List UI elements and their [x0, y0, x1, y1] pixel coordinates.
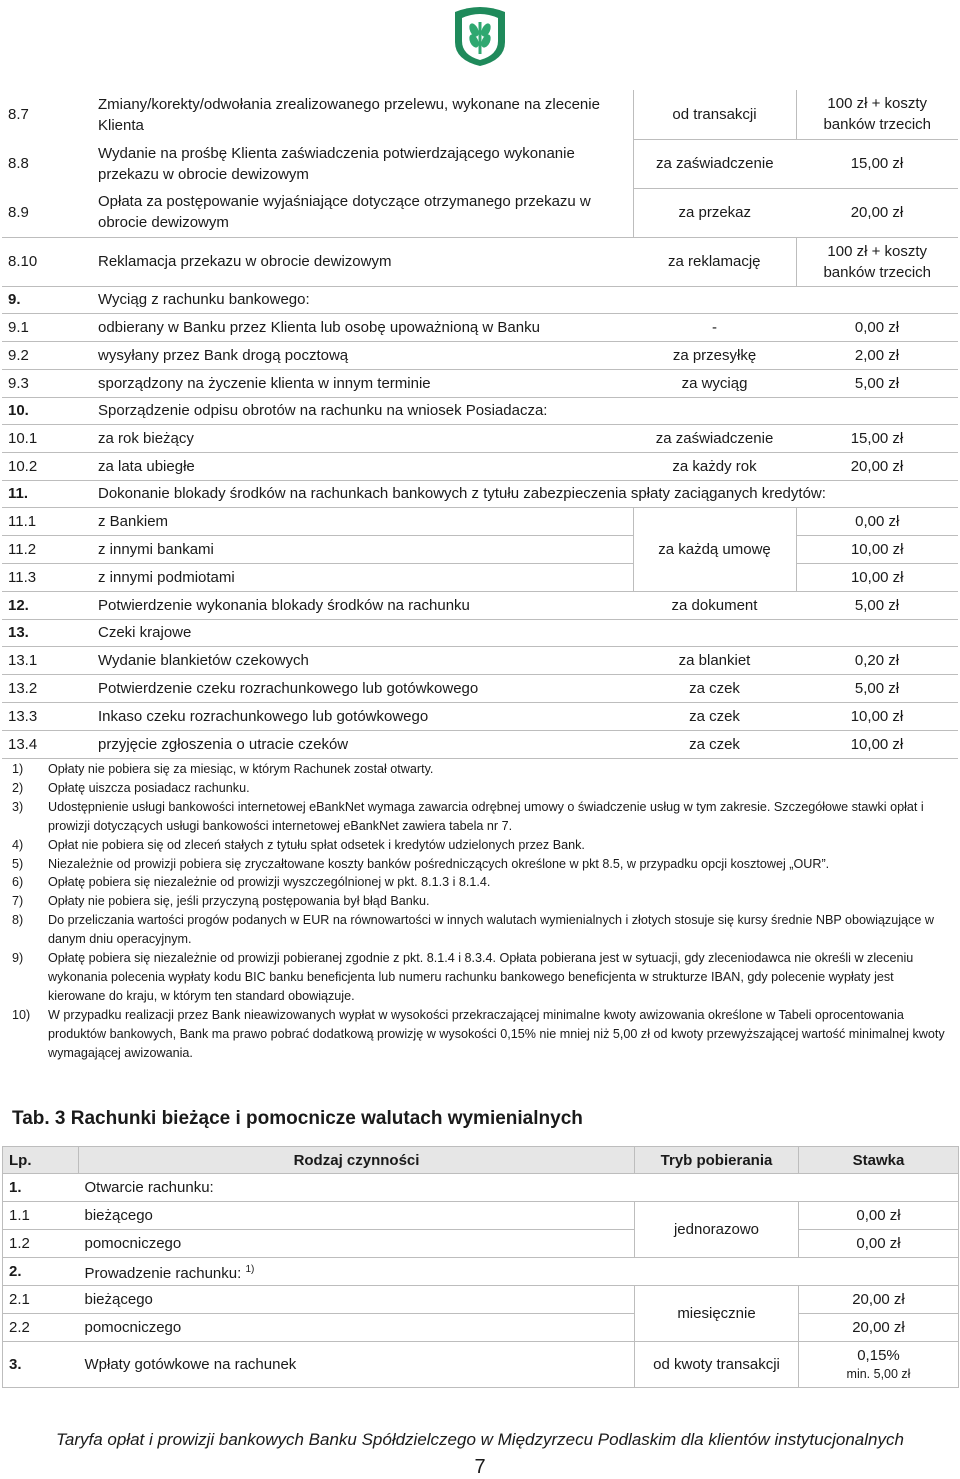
- row-mode: od transakcji: [633, 90, 796, 139]
- row-description: Potwierdzenie czeku rozrachunkowego lub gotówkowego: [92, 674, 633, 702]
- row-number: 9.2: [2, 341, 92, 369]
- row-description: za rok bieżący: [92, 424, 633, 452]
- header-mode: Tryb pobierania: [635, 1147, 799, 1174]
- section-title: Wpłaty gotówkowe na rachunek: [79, 1342, 635, 1388]
- row-number: 1.1: [3, 1202, 79, 1230]
- section-row: [2, 480, 958, 507]
- footnote: [12, 873, 947, 892]
- footnote-text: Opłat nie pobiera się od zleceń stałych z tytułu spłat odsetek i kredytów udzielonych przez Bank.: [48, 837, 585, 852]
- table-row: [2, 313, 958, 341]
- row-rate: 10,00 zł: [796, 702, 958, 730]
- table-row: [2, 535, 958, 563]
- row-description: Wydanie blankietów czekowych: [92, 646, 633, 674]
- footnote-text: Opłatę uiszcza posiadacz rachunku.: [48, 780, 250, 795]
- section-number: 10.: [2, 397, 92, 424]
- header-rate: Stawka: [799, 1147, 959, 1174]
- row-mode: za każdą umowę: [633, 507, 796, 591]
- table-row: [3, 1202, 959, 1230]
- section-number: 11.: [2, 480, 92, 507]
- table-title: Tab. 3 Rachunki bieżące i pomocnicze walutach wymienialnych: [12, 1108, 583, 1129]
- row-number: 8.7: [8, 106, 29, 123]
- row-mode: za zaświadczenie: [633, 424, 796, 452]
- section-row: [3, 1258, 959, 1286]
- footnote: [12, 855, 947, 874]
- footnotes: [12, 760, 947, 1063]
- row-rate: 0,00 zł: [799, 1230, 959, 1258]
- row-rate: 0,00 zł: [796, 313, 958, 341]
- footnote-number: 3): [12, 799, 24, 814]
- row-description: Zmiany/korekty/odwołania zrealizowanego przelewu, wykonane na zlecenie Klienta: [92, 90, 633, 139]
- table-row: [2, 563, 958, 591]
- row-description: pomocniczego: [79, 1230, 635, 1258]
- row-description: Inkaso czeku rozrachunkowego lub gotówkowego: [92, 702, 633, 730]
- section-row: [2, 619, 958, 646]
- row-number: 11.1: [2, 507, 92, 535]
- row-description: bieżącego: [79, 1286, 635, 1314]
- section-row: [2, 591, 958, 619]
- row-rate: 10,00 zł: [796, 563, 958, 591]
- row-rate: 0,15%: [857, 1346, 900, 1364]
- row-mode: za każdy rok: [633, 452, 796, 480]
- bank-logo-icon: [445, 4, 515, 68]
- row-mode: miesięcznie: [635, 1286, 799, 1342]
- row-mode: za przesyłkę: [633, 341, 796, 369]
- footnote: [12, 1006, 947, 1063]
- section-title: Sporządzenie odpisu obrotów na rachunku na wniosek Posiadacza:: [92, 397, 958, 424]
- row-rate: 100 zł + koszty banków trzecich: [796, 90, 958, 139]
- fee-table-3: [2, 1146, 959, 1388]
- table-header-row: [3, 1147, 959, 1174]
- row-number: 10.1: [2, 424, 92, 452]
- row-rate: 20,00 zł: [796, 452, 958, 480]
- section-title: Czeki krajowe: [92, 619, 958, 646]
- section-row: [2, 397, 958, 424]
- footnote: [12, 949, 947, 1006]
- row-rate: 20,00 zł: [799, 1286, 959, 1314]
- section-title: Prowadzenie rachunku:: [84, 1265, 242, 1282]
- row-mode: za zaświadczenie: [633, 139, 796, 188]
- footnote-number: 8): [12, 913, 24, 928]
- row-mode: od kwoty transakcji: [635, 1342, 799, 1388]
- footnote-ref: 1): [245, 1264, 255, 1275]
- section-title: Potwierdzenie wykonania blokady środków na rachunku: [92, 591, 633, 619]
- footnote-text: Opłaty nie pobiera się, jeśli przyczyną postępowania był błąd Banku.: [48, 894, 430, 909]
- row-rate-min: min. 5,00 zł: [846, 1366, 911, 1381]
- table-row: [2, 341, 958, 369]
- footnote-number: 6): [12, 875, 24, 890]
- footnote-number: 1): [12, 762, 24, 776]
- row-description: Reklamacja przekazu w obrocie dewizowym: [92, 237, 633, 286]
- row-number: 11.2: [2, 535, 92, 563]
- row-number: 8.10: [2, 237, 92, 286]
- row-number: 9.3: [2, 369, 92, 397]
- row-mode: -: [633, 313, 796, 341]
- section-row: [3, 1342, 959, 1388]
- row-number: 13.3: [2, 702, 92, 730]
- row-description: z Bankiem: [92, 507, 633, 535]
- section-number: 1.: [3, 1174, 79, 1202]
- page-footer: Taryfa opłat i prowizji bankowych Banku Spółdzielczego w Międzyrzecu Podlaskim dla klientów instytucjonalnych: [56, 1430, 904, 1449]
- row-description: Opłata za postępowanie wyjaśniające dotyczące otrzymanego przekazu w obrocie dewizowym: [92, 188, 633, 237]
- row-number: 10.2: [2, 452, 92, 480]
- footnote-number: 2): [12, 780, 24, 795]
- section-title: Dokonanie blokady środków na rachunkach bankowych z tytułu zabezpieczenia spłaty zaciąganych kredytów:: [92, 480, 958, 507]
- row-description: wysyłany przez Bank drogą pocztową: [92, 341, 633, 369]
- footnote-text: Niezależnie od prowizji pobiera się zryczałtowane koszty banków pośredniczących określone w pkt 8.5, w przypadku opcji kosztowej „OUR”.: [48, 856, 830, 871]
- footnote-text: Opłatę pobiera się niezależnie od prowizji pobieranej zgodnie z pkt. 8.1.4 i 8.3.4. Opłata pobierana jest w sytuacji, gdy zleceniodawca nie określi w zleceniu wykonania polecenia wypłaty kodu BIC banku beneficjenta lub numeru rachunku bankowego beneficjenta w strukturze IBAN, gdy polecenie wypłaty jest kierowane do kraju, w którym ten standard obowiązuje.: [48, 951, 914, 1003]
- table-row: [2, 702, 958, 730]
- row-mode: za reklamację: [633, 237, 796, 286]
- page-number: 7: [474, 1456, 486, 1478]
- row-mode: za czek: [633, 702, 796, 730]
- row-mode: jednorazowo: [635, 1202, 799, 1258]
- section-number: 2.: [3, 1258, 79, 1286]
- row-rate-cell: [799, 1342, 959, 1388]
- table-row: [3, 1314, 959, 1342]
- section-number: 3.: [3, 1342, 79, 1388]
- row-rate: 0,20 zł: [796, 646, 958, 674]
- row-rate: 5,00 zł: [796, 674, 958, 702]
- row-description: odbierany w Banku przez Klienta lub osobę upoważnioną w Banku: [92, 313, 633, 341]
- row-rate: 5,00 zł: [796, 369, 958, 397]
- row-rate: 10,00 zł: [796, 730, 958, 758]
- footnote: [12, 779, 947, 798]
- table-row: [2, 139, 958, 188]
- row-description: bieżącego: [79, 1202, 635, 1230]
- footnote: [12, 760, 947, 779]
- section-row: [3, 1174, 959, 1202]
- row-number: 11.3: [2, 563, 92, 591]
- row-description: z innymi bankami: [92, 535, 633, 563]
- row-number: 2.1: [3, 1286, 79, 1314]
- row-number: 9.1: [2, 313, 92, 341]
- row-number: 1.2: [3, 1230, 79, 1258]
- row-rate: 2,00 zł: [796, 341, 958, 369]
- table-row: [2, 369, 958, 397]
- row-rate: 100 zł + koszty banków trzecich: [796, 237, 958, 286]
- table-row: [2, 507, 958, 535]
- row-number: 8.9: [2, 188, 92, 237]
- section-number: 13.: [2, 619, 92, 646]
- row-rate: 0,00 zł: [799, 1202, 959, 1230]
- table-row: [2, 730, 958, 758]
- table-row: [2, 424, 958, 452]
- row-number: 13.2: [2, 674, 92, 702]
- footnote-number: 5): [12, 856, 24, 871]
- table-row: [2, 188, 958, 237]
- row-rate: 0,00 zł: [796, 507, 958, 535]
- row-description: za lata ubiegłe: [92, 452, 633, 480]
- section-title: Wyciąg z rachunku bankowego:: [92, 286, 958, 313]
- footnote: [12, 836, 947, 855]
- footnote-text: Udostępnienie usługi bankowości internetowej eBankNet wymaga zawarcia odrębnej umowy o świadczenie usług w tym zakresie. Szczegółowe stawki opłat i prowizji dotyczących usługi bankowości internetowej eBankNet zawiera tabela nr 7.: [48, 799, 924, 833]
- row-mode: za wyciąg: [633, 369, 796, 397]
- header-lp: Lp.: [3, 1147, 79, 1174]
- row-number: 13.4: [2, 730, 92, 758]
- section-title-cell: [79, 1258, 959, 1286]
- footnote-text: Do przeliczania wartości progów podanych w EUR na równowartości w innych walutach wymienialnych i złotych stosuje się kursy średnie NBP obowiązujące w danym dniu operacyjnym.: [48, 913, 934, 947]
- row-mode: za dokument: [633, 591, 796, 619]
- table-row: [3, 1286, 959, 1314]
- footnote: [12, 798, 947, 836]
- footnote-number: 9): [12, 951, 24, 966]
- footnote-number: 10): [12, 1007, 31, 1022]
- table-row: [3, 1230, 959, 1258]
- footnote: [12, 911, 947, 949]
- row-rate: 20,00 zł: [796, 188, 958, 237]
- header-description: Rodzaj czynności: [79, 1147, 635, 1174]
- row-mode: za przekaz: [633, 188, 796, 237]
- table-row: [2, 674, 958, 702]
- section-row: [2, 286, 958, 313]
- table-row: [2, 90, 958, 139]
- footnote-text: W przypadku realizacji przez Bank nieawizowanych wypłat w wysokości przekraczającej minimalne kwoty awizowania określone w Tabeli oprocentowania produktów bankowych, Bank ma prawo pobrać dodatkową prowizję w wysokości 0,15% nie mniej niż 5,00 zł od kwoty przewyższającej wartość minimalnej kwoty wymagającej awizowania.: [48, 1007, 945, 1060]
- footnote-number: 4): [12, 837, 24, 852]
- footnote-text: Opłatę pobiera się niezależnie od prowizji wyszczególnionej w pkt. 8.1.3 i 8.1.4.: [48, 875, 491, 890]
- row-description: Wydanie na prośbę Klienta zaświadczenia potwierdzającego wykonanie przekazu w obrocie dewizowym: [92, 139, 633, 188]
- row-description: przyjęcie zgłoszenia o utracie czeków: [92, 730, 633, 758]
- row-mode: za blankiet: [633, 646, 796, 674]
- section-number: 12.: [2, 591, 92, 619]
- row-mode: za czek: [633, 674, 796, 702]
- row-description: sporządzony na życzenie klienta w innym terminie: [92, 369, 633, 397]
- row-mode: za czek: [633, 730, 796, 758]
- row-rate: 5,00 zł: [796, 591, 958, 619]
- section-number: 9.: [2, 286, 92, 313]
- table-row: [2, 237, 958, 286]
- row-description: pomocniczego: [79, 1314, 635, 1342]
- section-title: Otwarcie rachunku:: [79, 1174, 959, 1202]
- row-rate: 15,00 zł: [796, 139, 958, 188]
- row-rate: 15,00 zł: [796, 424, 958, 452]
- row-rate: 10,00 zł: [796, 535, 958, 563]
- fee-table-continued: [2, 90, 958, 759]
- row-rate: 20,00 zł: [799, 1314, 959, 1342]
- row-description: z innymi podmiotami: [92, 563, 633, 591]
- row-number: 13.1: [2, 646, 92, 674]
- row-number: 2.2: [3, 1314, 79, 1342]
- footnote-number: 7): [12, 894, 24, 909]
- table-row: [2, 452, 958, 480]
- footnote-text: Opłaty nie pobiera się za miesiąc, w którym Rachunek został otwarty.: [48, 762, 434, 776]
- row-number: 8.8: [8, 155, 29, 172]
- table-row: [2, 646, 958, 674]
- footnote: [12, 892, 947, 911]
